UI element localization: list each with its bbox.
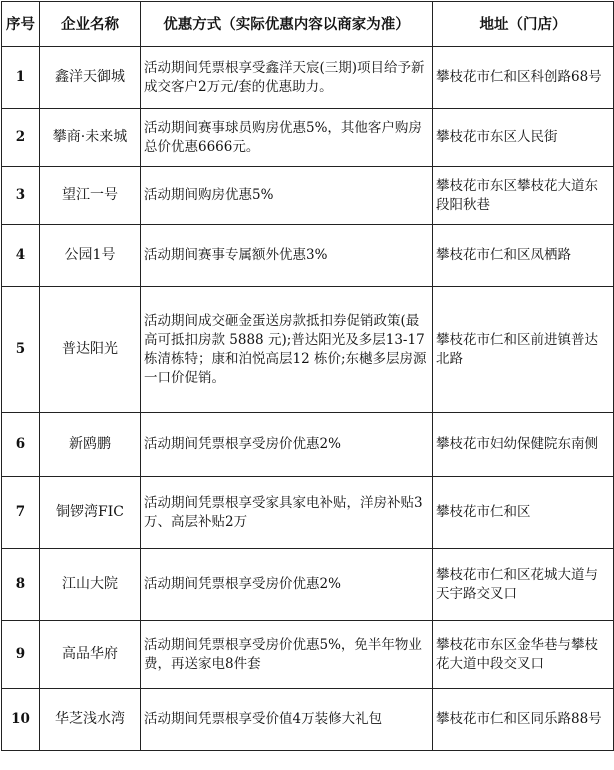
company-name: 铜锣湾FIC xyxy=(40,477,141,549)
address-text: 攀枝花市东区攀枝花大道东段阳秋巷 xyxy=(433,167,614,225)
address-text: 攀枝花市仁和区前进镇普达北路 xyxy=(433,287,614,413)
row-number: 6 xyxy=(2,413,40,477)
row-number: 5 xyxy=(2,287,40,413)
company-name: 高品华府 xyxy=(40,621,141,689)
row-number: 10 xyxy=(2,689,40,751)
table-row xyxy=(2,109,614,167)
table-row xyxy=(2,225,614,287)
offer-text: 活动期间凭票根享受房价优惠5%，免半年物业费，再送家电8件套 xyxy=(141,621,433,689)
table-row xyxy=(2,47,614,109)
row-number: 4 xyxy=(2,225,40,287)
company-name: 普达阳光 xyxy=(40,287,141,413)
offer-text: 活动期间凭票根享受房价优惠2% xyxy=(141,549,433,621)
address-text: 攀枝花市东区金华巷与攀枝花大道中段交叉口 xyxy=(433,621,614,689)
address-text: 攀枝花市仁和区花城大道与天宇路交叉口 xyxy=(433,549,614,621)
offer-text: 活动期间凭票根享受价值4万装修大礼包 xyxy=(141,689,433,751)
row-number: 1 xyxy=(2,47,40,109)
header-offer: 优惠方式（实际优惠内容以商家为准） xyxy=(141,2,433,47)
row-number: 2 xyxy=(2,109,40,167)
table-row xyxy=(2,413,614,477)
offer-text: 活动期间赛事球员购房优惠5%，其他客户购房总价优惠6666元。 xyxy=(141,109,433,167)
row-number: 8 xyxy=(2,549,40,621)
promotion-table xyxy=(1,1,614,751)
address-text: 攀枝花市东区人民街 xyxy=(433,109,614,167)
header-number: 序号 xyxy=(2,2,40,47)
company-name: 江山大院 xyxy=(40,549,141,621)
address-text: 攀枝花市仁和区 xyxy=(433,477,614,549)
company-name: 华芝浅水湾 xyxy=(40,689,141,751)
address-text: 攀枝花市仁和区同乐路88号 xyxy=(433,689,614,751)
header-company-name: 企业名称 xyxy=(40,2,141,47)
company-name: 攀商·未来城 xyxy=(40,109,141,167)
header-address: 地址（门店） xyxy=(433,2,614,47)
offer-text: 活动期间凭票根享受家具家电补贴，洋房补贴3万、高层补贴2万 xyxy=(141,477,433,549)
company-name: 望江一号 xyxy=(40,167,141,225)
offer-text: 活动期间购房优惠5% xyxy=(141,167,433,225)
table-row xyxy=(2,287,614,413)
row-number: 3 xyxy=(2,167,40,225)
table-header xyxy=(2,2,614,47)
table-row xyxy=(2,621,614,689)
company-name: 新鸥鹏 xyxy=(40,413,141,477)
address-text: 攀枝花市仁和区凤栖路 xyxy=(433,225,614,287)
table-body xyxy=(2,47,614,751)
row-number: 7 xyxy=(2,477,40,549)
table-row xyxy=(2,477,614,549)
row-number: 9 xyxy=(2,621,40,689)
offer-text: 活动期间凭票根享受鑫洋天宸(三期)项目给予新成交客户2万元/套的优惠助力。 xyxy=(141,47,433,109)
offer-text: 活动期间成交砸金蛋送房款抵扣券促销政策(最高可抵扣房款 5888 元);普达阳光及多层13-17 栋清栋特；康和泊悦高层12 栋价;东樾多层房源一口价促销。 xyxy=(141,287,433,413)
table-row xyxy=(2,689,614,751)
offer-text: 活动期间凭票根享受房价优惠2% xyxy=(141,413,433,477)
address-text: 攀枝花市仁和区科创路68号 xyxy=(433,47,614,109)
address-text: 攀枝花市妇幼保健院东南侧 xyxy=(433,413,614,477)
offer-text: 活动期间赛事专属额外优惠3% xyxy=(141,225,433,287)
table-row xyxy=(2,549,614,621)
company-name: 鑫洋天御城 xyxy=(40,47,141,109)
header-row xyxy=(2,2,614,47)
company-name: 公园1号 xyxy=(40,225,141,287)
table-row xyxy=(2,167,614,225)
